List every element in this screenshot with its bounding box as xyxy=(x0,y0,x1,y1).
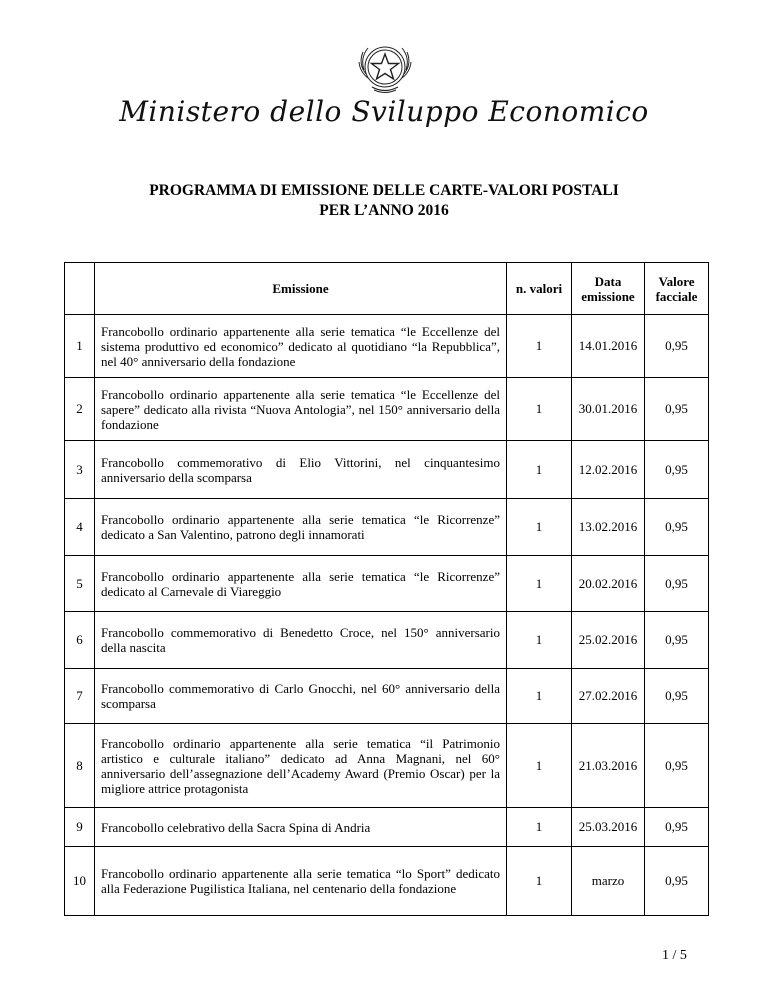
header-n-valori: n. valori xyxy=(507,263,572,315)
ministry-name: Ministero dello Sviluppo Economico xyxy=(119,95,649,128)
row-number: 2 xyxy=(65,378,95,441)
row-n-valori: 1 xyxy=(507,441,572,499)
row-n-valori: 1 xyxy=(507,378,572,441)
row-description: Francobollo ordinario appartenente alla serie tematica “le Eccellenze del sapere” dedicato alla rivista “Nuova Antologia”, nel 150° anniversario della fondazione xyxy=(95,378,507,441)
header-data-emissione: Data emissione xyxy=(572,263,645,315)
row-number: 6 xyxy=(65,612,95,669)
row-number: 5 xyxy=(65,556,95,612)
header-valore-facciale: Valore facciale xyxy=(645,263,709,315)
row-number: 8 xyxy=(65,724,95,808)
table-row xyxy=(65,441,709,499)
row-date: 30.01.2016 xyxy=(572,378,645,441)
table-header-row xyxy=(65,263,709,315)
row-date: 25.03.2016 xyxy=(572,808,645,847)
table-row xyxy=(65,378,709,441)
row-description: Francobollo commemorativo di Benedetto Croce, nel 150° anniversario della nascita xyxy=(95,612,507,669)
row-date: 12.02.2016 xyxy=(572,441,645,499)
row-n-valori: 1 xyxy=(507,669,572,724)
row-face-value: 0,95 xyxy=(645,669,709,724)
table-row xyxy=(65,847,709,916)
header-emissione: Emissione xyxy=(95,263,507,315)
document-title xyxy=(60,181,708,221)
row-face-value: 0,95 xyxy=(645,808,709,847)
row-date: 20.02.2016 xyxy=(572,556,645,612)
page-number: 1 / 5 xyxy=(662,948,687,963)
row-number: 1 xyxy=(65,315,95,378)
row-number: 7 xyxy=(65,669,95,724)
row-date: 25.02.2016 xyxy=(572,612,645,669)
row-n-valori: 1 xyxy=(507,556,572,612)
row-n-valori: 1 xyxy=(507,847,572,916)
row-n-valori: 1 xyxy=(507,612,572,669)
row-date: 27.02.2016 xyxy=(572,669,645,724)
row-description: Francobollo ordinario appartenente alla serie tematica “le Eccellenze del sistema produttivo ed economico” dedicato al quotidiano “la Repubblica”, nel 40° anniversario della fondazione xyxy=(95,315,507,378)
row-description: Francobollo commemorativo di Elio Vittorini, nel cinquantesimo anniversario della scomparsa xyxy=(95,441,507,499)
row-description: Francobollo ordinario appartenente alla serie tematica “lo Sport” dedicato alla Federazione Pugilistica Italiana, nel centenario della fondazione xyxy=(95,847,507,916)
emission-table xyxy=(64,262,709,916)
row-n-valori: 1 xyxy=(507,315,572,378)
row-number: 4 xyxy=(65,499,95,556)
row-face-value: 0,95 xyxy=(645,378,709,441)
row-description: Francobollo ordinario appartenente alla serie tematica “le Ricorrenze” dedicato a San Valentino, patrono degli innamorati xyxy=(95,499,507,556)
row-date: 13.02.2016 xyxy=(572,499,645,556)
table-row xyxy=(65,669,709,724)
row-face-value: 0,95 xyxy=(645,499,709,556)
row-date: marzo xyxy=(572,847,645,916)
table-row xyxy=(65,808,709,847)
row-face-value: 0,95 xyxy=(645,315,709,378)
row-description: Francobollo ordinario appartenente alla serie tematica “il Patrimonio artistico e culturale italiano” dedicato ad Anna Magnani, nel 60° anniversario dell’assegnazione dell’Academy Award (Premio Oscar) per la migliore attrice protagonista xyxy=(95,724,507,808)
header-index xyxy=(65,263,95,315)
row-description: Francobollo ordinario appartenente alla serie tematica “le Ricorrenze” dedicato al Carnevale di Viareggio xyxy=(95,556,507,612)
table-row xyxy=(65,612,709,669)
row-n-valori: 1 xyxy=(507,808,572,847)
row-number: 9 xyxy=(65,808,95,847)
row-face-value: 0,95 xyxy=(645,847,709,916)
row-face-value: 0,95 xyxy=(645,724,709,808)
row-description: Francobollo commemorativo di Carlo Gnocchi, nel 60° anniversario della scomparsa xyxy=(95,669,507,724)
table-row xyxy=(65,315,709,378)
table-row xyxy=(65,556,709,612)
row-face-value: 0,95 xyxy=(645,556,709,612)
row-face-value: 0,95 xyxy=(645,441,709,499)
row-date: 14.01.2016 xyxy=(572,315,645,378)
row-n-valori: 1 xyxy=(507,724,572,808)
title-line-2: PER L’ANNO 2016 xyxy=(319,202,449,219)
row-description: Francobollo celebrativo della Sacra Spina di Andria xyxy=(95,808,507,847)
table-row xyxy=(65,499,709,556)
table-row xyxy=(65,724,709,808)
row-number: 3 xyxy=(65,441,95,499)
italian-republic-emblem-icon xyxy=(354,40,416,96)
row-n-valori: 1 xyxy=(507,499,572,556)
row-date: 21.03.2016 xyxy=(572,724,645,808)
title-line-1: PROGRAMMA DI EMISSIONE DELLE CARTE-VALORI POSTALI xyxy=(149,182,619,199)
row-face-value: 0,95 xyxy=(645,612,709,669)
row-number: 10 xyxy=(65,847,95,916)
